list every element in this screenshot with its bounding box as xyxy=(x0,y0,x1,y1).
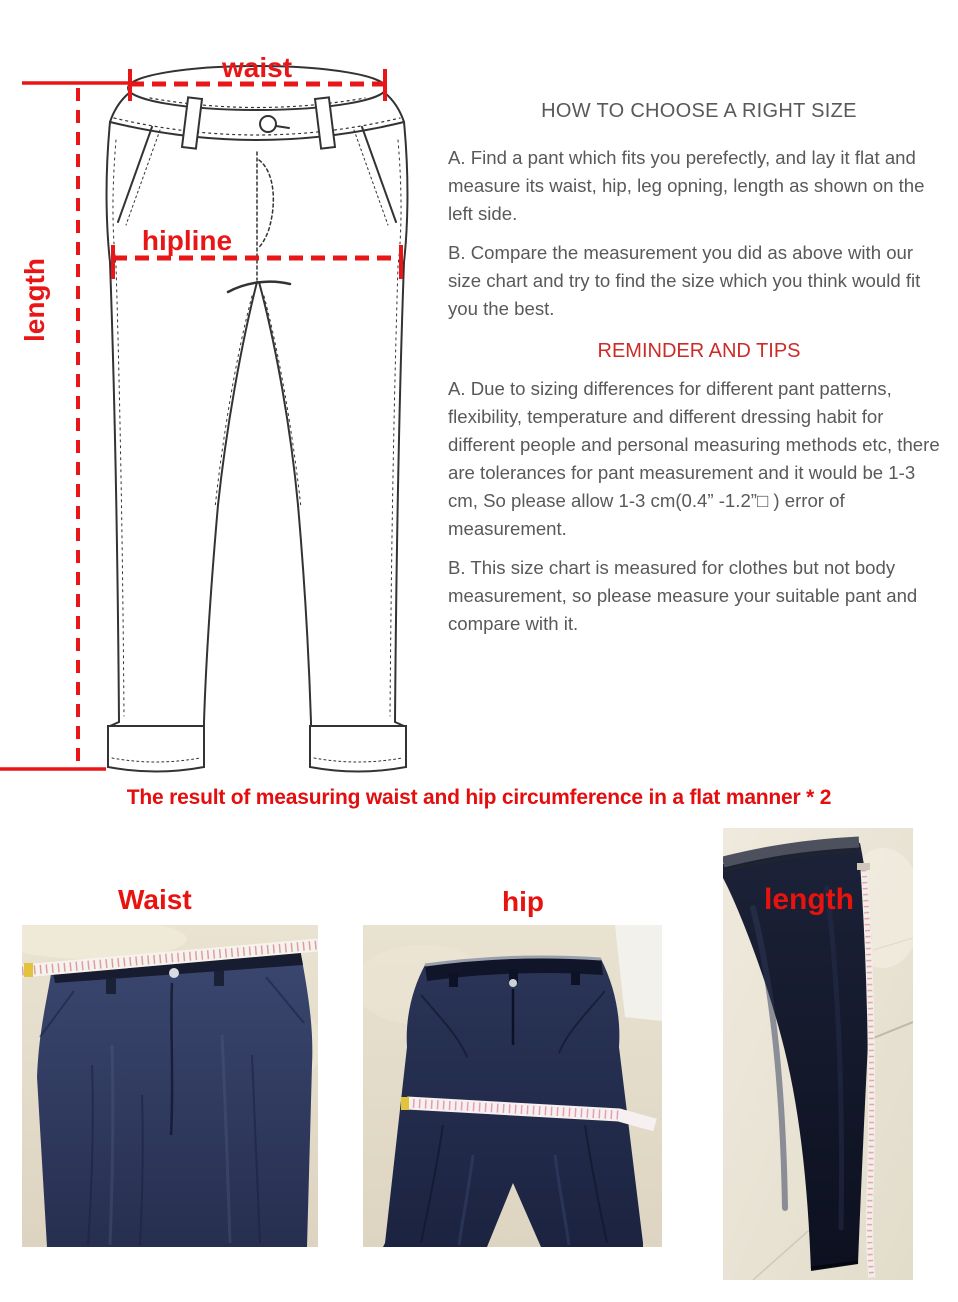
pants-sketch xyxy=(107,66,408,772)
length-dimension-label: length xyxy=(19,258,50,342)
measurement-lines xyxy=(0,69,401,769)
tape-end-tab xyxy=(401,1097,409,1110)
reminder-tip-a: A. Due to sizing differences for different pant patterns, flexibility, temperature and different dressing habit for different people and personal measuring methods etc, there are tolerances for pant measurement and it would be 1-3 cm, So please allow 1-3 cm(0.4” -1.2”□ ) error of measurement. xyxy=(448,378,940,539)
right-cuff xyxy=(310,726,406,772)
hip-measurement-photo xyxy=(363,925,662,1247)
tape-end-tab xyxy=(24,963,33,977)
guide-step-b: B. Compare the measurement you did as above with our size chart and try to find the size which you think would fit you the best. xyxy=(448,242,921,319)
guide-step-a: A. Find a pant which fits you perefectly, and lay it flat and measure its waist, hip, leg opning, length as shown on the left side. xyxy=(448,147,925,224)
hipline-dimension-label: hipline xyxy=(141,225,233,256)
pants-button xyxy=(509,979,517,987)
waist-measurement-photo xyxy=(22,925,318,1247)
fly-seam xyxy=(171,983,172,1135)
waist-dimension-label: waist xyxy=(221,52,293,83)
pants-front xyxy=(37,949,312,1247)
length-photo-label: length xyxy=(764,883,854,916)
size-instructions xyxy=(448,100,950,649)
reminder-tip-b: B. This size chart is measured for clothes but not body measurement, so please measure your suitable pant and compare with it. xyxy=(448,557,918,634)
pants-measurement-diagram xyxy=(0,0,440,785)
left-cuff xyxy=(108,726,204,772)
reminder-title: REMINDER AND TIPS xyxy=(597,340,801,362)
measuring-note-banner: The result of measuring waist and hip circumference in a flat manner * 2 xyxy=(126,786,832,809)
guide-title: HOW TO CHOOSE A RIGHT SIZE xyxy=(541,100,857,122)
pants-button xyxy=(169,968,179,978)
hip-photo-label: hip xyxy=(502,886,544,917)
tape-end-tab xyxy=(857,863,870,870)
waist-button xyxy=(260,116,276,132)
waist-photo-label: Waist xyxy=(118,884,192,915)
